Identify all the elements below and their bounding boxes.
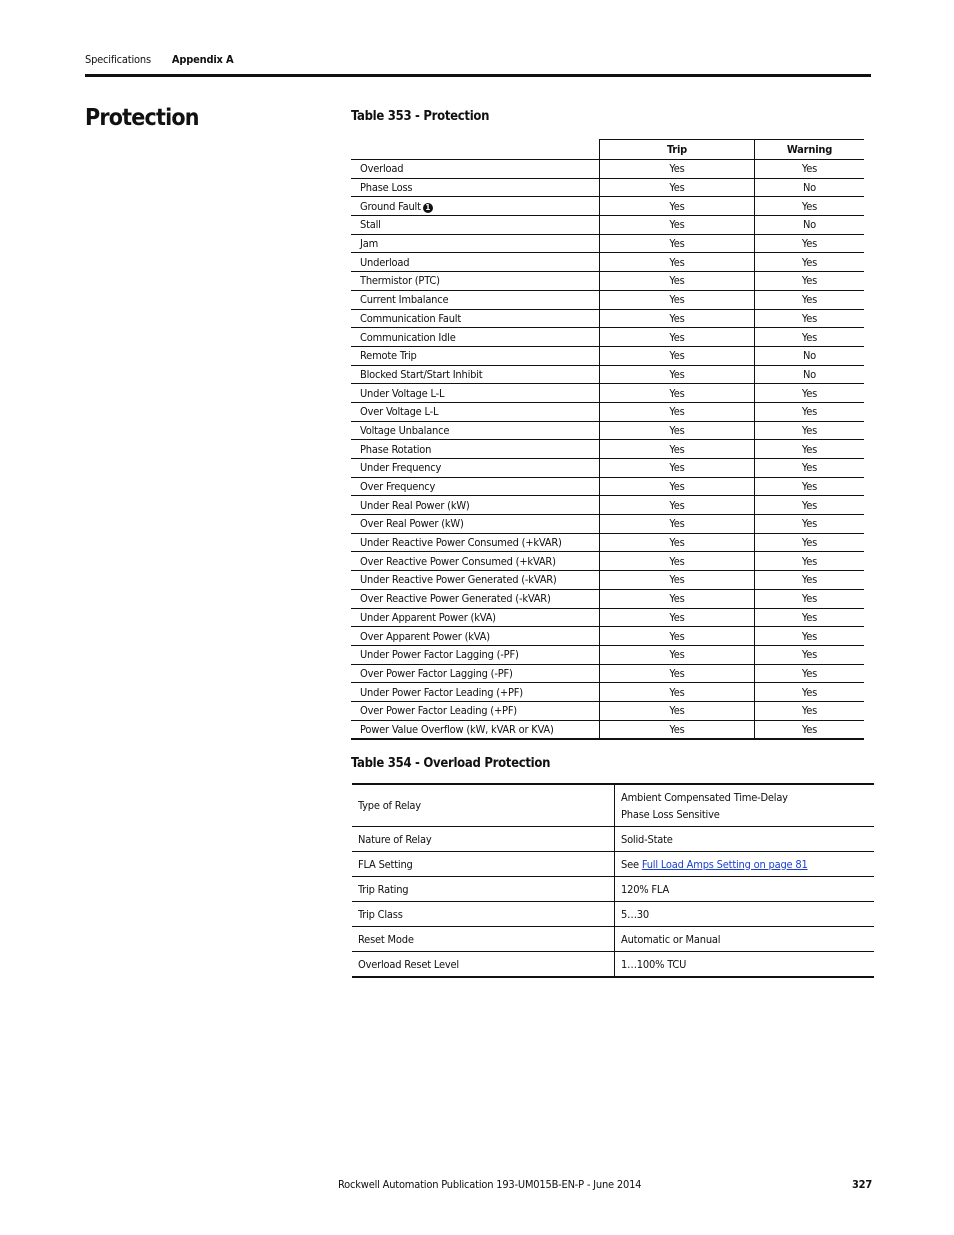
warning-value: Yes (755, 477, 865, 496)
table-row (351, 477, 864, 496)
table-row (351, 197, 864, 216)
trip-value: Yes (600, 421, 755, 440)
table-row (351, 627, 864, 646)
trip-value: Yes (600, 402, 755, 421)
trip-value: Yes (600, 645, 755, 664)
trip-value: Yes (600, 701, 755, 720)
function-name: Under Power Factor Leading (+PF) (360, 685, 523, 699)
trip-value: Yes (600, 459, 755, 478)
protection-function (351, 384, 600, 403)
page-number: 327 (852, 1178, 873, 1191)
function-name: Over Apparent Power (kVA) (360, 629, 490, 643)
spec-value-prefix: See (621, 857, 642, 871)
spec-key: Reset Mode (352, 927, 615, 952)
spec-value: Solid-State (615, 827, 875, 852)
table-row (352, 852, 874, 877)
warning-value: Yes (755, 440, 865, 459)
protection-function (351, 309, 600, 328)
function-name: Over Voltage L-L (360, 405, 439, 419)
function-name: Under Reactive Power Generated (-kVAR) (360, 573, 557, 587)
table-row (351, 421, 864, 440)
warning-value: No (755, 216, 865, 235)
function-name: Under Apparent Power (kVA) (360, 610, 496, 624)
protection-function (351, 459, 600, 478)
table-row (351, 365, 864, 384)
table-row (351, 402, 864, 421)
spec-key: Trip Class (352, 902, 615, 927)
warning-value: Yes (755, 589, 865, 608)
trip-value: Yes (600, 533, 755, 552)
warning-value: Yes (755, 253, 865, 272)
table-row (351, 645, 864, 664)
trip-value: Yes (600, 664, 755, 683)
trip-value: Yes (600, 552, 755, 571)
page-title: Protection (85, 105, 199, 131)
table-row (352, 827, 874, 852)
table-row (351, 496, 864, 515)
trip-value: Yes (600, 440, 755, 459)
warning-value: Yes (755, 627, 865, 646)
protection-function (351, 421, 600, 440)
protection-function (351, 683, 600, 702)
protection-function (351, 720, 600, 739)
spec-value: Automatic or Manual (615, 927, 875, 952)
warning-value: Yes (755, 234, 865, 253)
table-row (351, 571, 864, 590)
protection-function (351, 216, 600, 235)
warning-value: Yes (755, 571, 865, 590)
table-row (351, 328, 864, 347)
function-name: Communication Fault (360, 311, 461, 325)
table-row (351, 440, 864, 459)
warning-value: Yes (755, 683, 865, 702)
header-appendix: Appendix A (171, 53, 234, 66)
function-name: Overload (360, 162, 404, 176)
protection-function (351, 477, 600, 496)
warning-value: Yes (755, 290, 865, 309)
spec-value: 120% FLA (615, 877, 875, 902)
function-name: Over Frequency (360, 480, 436, 494)
function-name: Blocked Start/Start Inhibit (360, 367, 483, 381)
trip-value: Yes (600, 720, 755, 739)
warning-value: Yes (755, 533, 865, 552)
table-row (351, 589, 864, 608)
function-name: Phase Loss (360, 181, 413, 195)
running-header (85, 53, 233, 66)
warning-value: Yes (755, 608, 865, 627)
function-name: Over Reactive Power Consumed (+kVAR) (360, 554, 556, 568)
function-name: Phase Rotation (360, 442, 432, 456)
trip-value: Yes (600, 178, 755, 197)
trip-value: Yes (600, 477, 755, 496)
warning-value: Yes (755, 402, 865, 421)
warning-value: Yes (755, 720, 865, 739)
trip-value: Yes (600, 272, 755, 291)
table-row (351, 552, 864, 571)
table-row (351, 701, 864, 720)
protection-function (351, 253, 600, 272)
column-header-warning: Warning (755, 140, 865, 160)
function-name: Under Voltage L-L (360, 386, 445, 400)
table-row (351, 720, 864, 739)
table-row (352, 902, 874, 927)
protection-function (351, 608, 600, 627)
spec-value (615, 784, 875, 827)
trip-value: Yes (600, 160, 755, 179)
function-name: Stall (360, 218, 381, 232)
function-name: Voltage Unbalance (360, 423, 450, 437)
spec-value: 5…30 (615, 902, 875, 927)
table-row (352, 784, 874, 827)
trip-value: Yes (600, 197, 755, 216)
table-header-row (351, 140, 864, 160)
function-name: Over Real Power (kW) (360, 517, 464, 531)
function-name: Thermistor (PTC) (360, 274, 440, 288)
table-row (351, 515, 864, 534)
warning-value: No (755, 365, 865, 384)
function-name: Over Power Factor Lagging (-PF) (360, 666, 513, 680)
trip-value: Yes (600, 216, 755, 235)
function-name: Remote Trip (360, 349, 417, 363)
warning-value: Yes (755, 272, 865, 291)
warning-value: Yes (755, 552, 865, 571)
spec-key: FLA Setting (352, 852, 615, 877)
table-row (351, 290, 864, 309)
trip-value: Yes (600, 608, 755, 627)
protection-function (351, 664, 600, 683)
protection-function (351, 440, 600, 459)
protection-function (351, 234, 600, 253)
warning-value: Yes (755, 421, 865, 440)
table-row (351, 160, 864, 179)
protection-function (351, 160, 600, 179)
protection-function (351, 571, 600, 590)
footer-publication: Rockwell Automation Publication 193-UM015B-EN-P - June 2014 (338, 1178, 642, 1191)
protection-function (351, 197, 600, 216)
table-row (351, 234, 864, 253)
spec-value-line: Ambient Compensated Time-Delay (621, 790, 788, 804)
table-row (352, 952, 874, 978)
protection-function (351, 645, 600, 664)
function-name: Under Frequency (360, 461, 442, 475)
function-name: Underload (360, 255, 410, 269)
trip-value: Yes (600, 290, 755, 309)
trip-value: Yes (600, 365, 755, 384)
table-row (352, 877, 874, 902)
column-header-trip: Trip (600, 140, 755, 160)
trip-value: Yes (600, 589, 755, 608)
trip-value: Yes (600, 253, 755, 272)
protection-function (351, 178, 600, 197)
fla-setting-link[interactable]: Full Load Amps Setting on page 81 (641, 857, 808, 871)
table-row (351, 683, 864, 702)
table-row (351, 253, 864, 272)
function-name: Under Reactive Power Consumed (+kVAR) (360, 536, 562, 550)
warning-value: No (755, 346, 865, 365)
protection-function (351, 496, 600, 515)
table-row (351, 346, 864, 365)
function-name: Power Value Overflow (kW, kVAR or KVA) (360, 722, 554, 736)
protection-function (351, 290, 600, 309)
warning-value: Yes (755, 309, 865, 328)
header-section: Specifications (85, 53, 151, 66)
table-row (351, 664, 864, 683)
trip-value: Yes (600, 627, 755, 646)
function-name: Under Power Factor Lagging (-PF) (360, 648, 519, 662)
trip-value: Yes (600, 571, 755, 590)
trip-value: Yes (600, 683, 755, 702)
warning-value: Yes (755, 496, 865, 515)
header-rule (85, 74, 871, 77)
function-name: Over Power Factor Leading (+PF) (360, 704, 517, 718)
spec-value: 1…100% TCU (615, 952, 875, 978)
warning-value: Yes (755, 328, 865, 347)
protection-function (351, 402, 600, 421)
table-row (351, 459, 864, 478)
table-row (351, 216, 864, 235)
spec-key: Type of Relay (352, 784, 615, 827)
protection-function (351, 627, 600, 646)
table-row (351, 384, 864, 403)
trip-value: Yes (600, 328, 755, 347)
column-header-function (351, 140, 600, 160)
protection-function (351, 515, 600, 534)
function-name: Communication Idle (360, 330, 456, 344)
table-row (351, 533, 864, 552)
table-row (351, 608, 864, 627)
function-name: Under Real Power (kW) (360, 498, 470, 512)
footnote-marker-icon: 1 (423, 203, 433, 213)
table-353-title: Table 353 - Protection (351, 109, 490, 124)
function-name: Over Reactive Power Generated (-kVAR) (360, 592, 551, 606)
trip-value: Yes (600, 346, 755, 365)
protection-function (351, 328, 600, 347)
warning-value: Yes (755, 645, 865, 664)
table-row (351, 178, 864, 197)
protection-function (351, 552, 600, 571)
warning-value: Yes (755, 459, 865, 478)
warning-value: Yes (755, 701, 865, 720)
spec-key: Overload Reset Level (352, 952, 615, 978)
protection-table (351, 139, 864, 740)
protection-function (351, 701, 600, 720)
protection-function (351, 589, 600, 608)
trip-value: Yes (600, 515, 755, 534)
table-row (351, 272, 864, 291)
protection-function (351, 365, 600, 384)
warning-value: Yes (755, 664, 865, 683)
warning-value: Yes (755, 515, 865, 534)
trip-value: Yes (600, 496, 755, 515)
overload-protection-table (352, 783, 874, 978)
warning-value: No (755, 178, 865, 197)
warning-value: Yes (755, 384, 865, 403)
table-row (352, 927, 874, 952)
trip-value: Yes (600, 234, 755, 253)
function-name: Jam (360, 237, 379, 251)
protection-function (351, 533, 600, 552)
table-row (351, 309, 864, 328)
spec-value-line: Phase Loss Sensitive (621, 807, 720, 821)
function-name: Ground Fault (360, 199, 421, 213)
warning-value: Yes (755, 160, 865, 179)
protection-function (351, 346, 600, 365)
function-name: Current Imbalance (360, 293, 449, 307)
spec-value (615, 852, 875, 877)
warning-value: Yes (755, 197, 865, 216)
table-354-title: Table 354 - Overload Protection (351, 756, 551, 771)
spec-key: Trip Rating (352, 877, 615, 902)
trip-value: Yes (600, 309, 755, 328)
trip-value: Yes (600, 384, 755, 403)
protection-function (351, 272, 600, 291)
spec-key: Nature of Relay (352, 827, 615, 852)
